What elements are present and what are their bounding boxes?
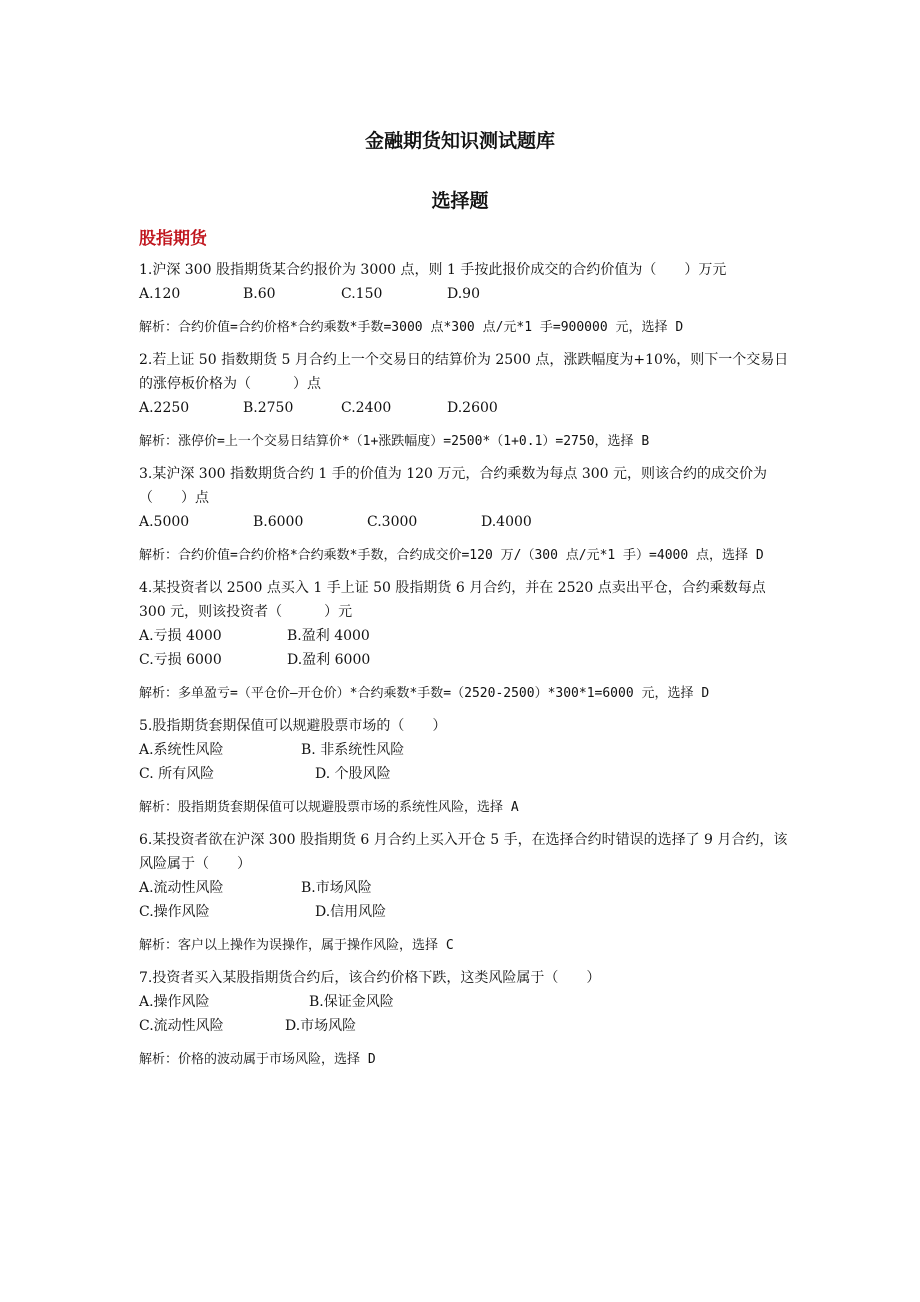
question-block xyxy=(139,258,789,340)
option: D.4000 xyxy=(481,514,532,530)
options-row xyxy=(139,510,789,534)
answer-explanation: 解析：合约价值=合约价格*合约乘数*手数=3000 点*300 点/元*1 手=900000 元，选择 D xyxy=(139,320,684,335)
question-text: 6.某投资者欲在沪深 300 股指期货 6 月合约上买入开仓 5 手，在选择合约时错误的选择了 9 月合约，该风险属于（ ） xyxy=(139,832,788,872)
option: A.流动性风险 xyxy=(139,880,224,896)
option: B.6000 xyxy=(253,514,304,530)
section-heading: 股指期货 xyxy=(139,229,207,249)
answer-explanation: 解析：多单盈亏=（平仓价—开仓价）*合约乘数*手数=（2520-2500）*300*1=6000 元，选择 D xyxy=(139,686,710,701)
options-row xyxy=(139,990,789,1014)
option: A.亏损 4000 xyxy=(139,628,222,644)
option: B. 非系统性风险 xyxy=(301,742,405,758)
question-text: 3.某沪深 300 指数期货合约 1 手的价值为 120 万元，合约乘数为每点 300 元，则该合约的成交价为（ ）点 xyxy=(139,466,768,506)
option: C.流动性风险 xyxy=(139,1018,224,1034)
question-text: 7.投资者买入某股指期货合约后，该合约价格下跌，这类风险属于（ ） xyxy=(139,970,601,986)
option: B.60 xyxy=(243,286,276,302)
option: A.2250 xyxy=(139,400,190,416)
options-row xyxy=(139,738,789,762)
option: A.系统性风险 xyxy=(139,742,224,758)
option: D.盈利 6000 xyxy=(287,652,371,668)
question-text: 5.股指期货套期保值可以规避股票市场的（ ） xyxy=(139,718,447,734)
option: D.信用风险 xyxy=(315,904,387,920)
option: B.2750 xyxy=(243,400,294,416)
document-title: 金融期货知识测试题库 xyxy=(364,130,555,152)
options-row xyxy=(139,648,789,672)
option: A.120 xyxy=(139,286,181,302)
option: D. 个股风险 xyxy=(315,766,391,782)
option: C.操作风险 xyxy=(139,904,210,920)
options-row xyxy=(139,900,789,924)
question-text: 1.沪深 300 股指期货某合约报价为 3000 点，则 1 手按此报价成交的合约价值为（ ）万元 xyxy=(139,262,727,278)
document-subtitle: 选择题 xyxy=(431,190,489,212)
option: B.盈利 4000 xyxy=(287,628,370,644)
question-block xyxy=(139,966,789,1072)
option: D.90 xyxy=(447,286,480,302)
option: A.5000 xyxy=(139,514,190,530)
options-row xyxy=(139,624,789,648)
options-row xyxy=(139,1014,789,1038)
question-block xyxy=(139,462,789,568)
option: C. 所有风险 xyxy=(139,766,215,782)
answer-explanation: 解析：股指期货套期保值可以规避股票市场的系统性风险，选择 A xyxy=(139,800,519,815)
question-block xyxy=(139,714,789,820)
question-block xyxy=(139,576,789,706)
question-text: 2.若上证 50 指数期货 5 月合约上一个交易日的结算价为 2500 点，涨跌幅度为+10%，则下一个交易日的涨停板价格为（ ）点 xyxy=(139,352,789,392)
options-row xyxy=(139,396,789,420)
option: B.市场风险 xyxy=(301,880,372,896)
question-block xyxy=(139,348,789,454)
option: D.2600 xyxy=(447,400,498,416)
option: C.3000 xyxy=(367,514,418,530)
question-block xyxy=(139,828,789,958)
options-row xyxy=(139,876,789,900)
answer-explanation: 解析：客户以上操作为误操作，属于操作风险，选择 C xyxy=(139,938,454,953)
answer-explanation: 解析：合约价值=合约价格*合约乘数*手数，合约成交价=120 万/（300 点/元*1 手）=4000 点，选择 D xyxy=(139,548,764,563)
option: B.保证金风险 xyxy=(309,994,394,1010)
options-row xyxy=(139,762,789,786)
question-text: 4.某投资者以 2500 点买入 1 手上证 50 股指期货 6 月合约，并在 2520 点卖出平仓，合约乘数每点 300 元，则该投资者（ ）元 xyxy=(139,580,766,620)
option: C.2400 xyxy=(341,400,392,416)
question-list xyxy=(139,258,789,1080)
option: D.市场风险 xyxy=(285,1018,357,1034)
option: C.150 xyxy=(341,286,383,302)
answer-explanation: 解析：价格的波动属于市场风险，选择 D xyxy=(139,1052,376,1067)
options-row xyxy=(139,282,789,306)
option: C.亏损 6000 xyxy=(139,652,222,668)
option: A.操作风险 xyxy=(139,994,210,1010)
answer-explanation: 解析：涨停价=上一个交易日结算价*（1+涨跌幅度）=2500*（1+0.1）=2750，选择 B xyxy=(139,434,650,449)
